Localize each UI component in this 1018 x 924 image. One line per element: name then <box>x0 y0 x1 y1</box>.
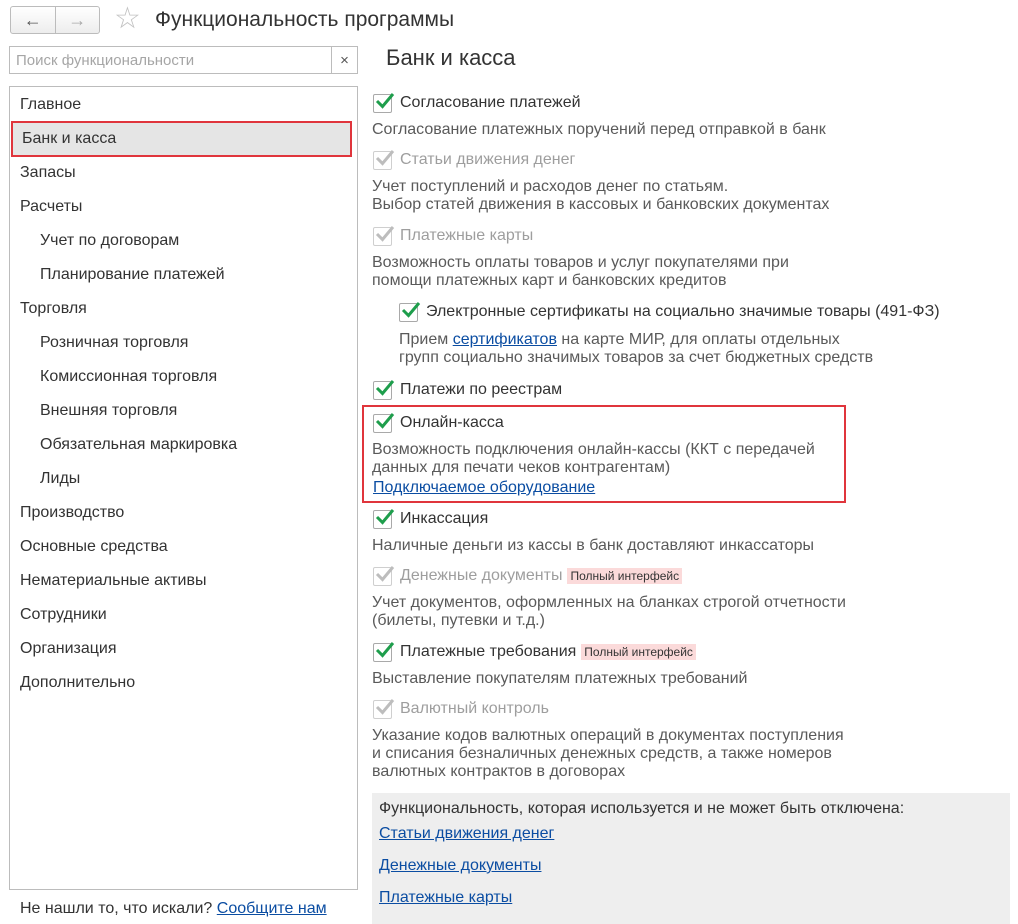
section-title: Банк и касса <box>386 45 516 70</box>
option-description: Учет документов, оформленных на бланках строгой отчетности (билеты, путевки и т.д.) <box>372 594 846 629</box>
favorite-star-icon[interactable]: ☆ <box>114 2 141 35</box>
checkbox-currency-control[interactable] <box>373 700 392 719</box>
sidebar-item-employees[interactable]: Сотрудники <box>20 606 107 623</box>
sidebar-item-trade[interactable]: Торговля <box>20 300 87 317</box>
option-collection <box>373 508 488 530</box>
connected-equipment-link[interactable]: Подключаемое оборудование <box>373 479 596 496</box>
option-label: Онлайн-касса <box>400 414 504 431</box>
info-link-cash-documents[interactable]: Денежные документы <box>379 857 542 874</box>
checkbox-payment-cards[interactable] <box>373 227 392 246</box>
option-label: Платежи по реестрам <box>400 381 563 398</box>
checkmark-icon <box>375 641 395 659</box>
option-currency-control <box>373 698 549 720</box>
option-description: Согласование платежных поручений перед отправкой в банк <box>372 121 826 138</box>
option-label: Инкассация <box>400 510 489 527</box>
option-payment-cards <box>373 225 533 247</box>
checkbox-online-cash-register[interactable] <box>373 414 392 433</box>
sidebar-item-bank-cash[interactable]: Банк и касса <box>11 121 352 157</box>
footer-text: Не нашли то, что искали? <box>20 900 213 917</box>
checkmark-icon <box>375 412 395 430</box>
option-description: Возможность подключения онлайн-кассы (ККТ с передачей данных для печати чеков контрагентам) <box>372 441 815 476</box>
checkmark-icon <box>375 698 395 716</box>
option-label: Статьи движения денег <box>400 151 576 168</box>
forward-button[interactable] <box>56 7 100 33</box>
option-cash-documents <box>373 565 682 587</box>
close-icon: × <box>340 51 349 69</box>
info-link-cash-flow-items[interactable]: Статьи движения денег <box>379 825 555 842</box>
sidebar-item-organization[interactable]: Организация <box>20 640 117 657</box>
full-interface-badge: Полный интерфейс <box>567 568 682 584</box>
checkmark-icon <box>375 225 395 243</box>
always-used-panel <box>372 793 1010 924</box>
feedback-footer <box>20 900 327 918</box>
clear-search-button[interactable] <box>331 47 357 73</box>
option-label: Платежные требования <box>400 643 577 660</box>
checkbox-payment-approval[interactable] <box>373 94 392 113</box>
sidebar-item-stock[interactable]: Запасы <box>20 164 76 181</box>
sidebar-item-contracts[interactable]: Учет по договорам <box>40 232 180 249</box>
arrow-left-icon: ← <box>23 9 42 30</box>
feedback-link[interactable]: Сообщите нам <box>216 900 327 917</box>
option-label: Согласование платежей <box>400 94 581 111</box>
option-label: Валютный контроль <box>400 700 549 717</box>
sidebar-item-retail[interactable]: Розничная торговля <box>40 334 189 351</box>
option-label: Денежные документы <box>400 567 563 584</box>
sidebar-item-payment-planning[interactable]: Планирование платежей <box>40 266 225 283</box>
search-input[interactable] <box>10 47 331 73</box>
option-cash-flow-items <box>373 149 575 171</box>
option-description: Возможность оплаты товаров и услуг покупателями при помощи платежных карт и банковских кредитов <box>372 254 789 289</box>
info-title: Функциональность, которая используется и не может быть отключена: <box>379 800 905 817</box>
checkbox-collection[interactable] <box>373 510 392 529</box>
option-registry-payments <box>373 379 562 401</box>
checkbox-cash-flow-items[interactable] <box>373 151 392 170</box>
checkmark-icon <box>375 508 395 526</box>
window-title: Функциональность программы <box>155 8 455 31</box>
back-button[interactable] <box>11 7 56 33</box>
sidebar-item-additional[interactable]: Дополнительно <box>20 674 136 691</box>
sidebar-item-foreign-trade[interactable]: Внешняя торговля <box>40 402 178 419</box>
sidebar-item-commission[interactable]: Комиссионная торговля <box>40 368 218 385</box>
sidebar <box>9 86 358 890</box>
sidebar-item-settlements[interactable]: Расчеты <box>20 198 83 215</box>
arrow-right-icon: → <box>68 9 87 30</box>
sidebar-item-fixed-assets[interactable]: Основные средства <box>20 538 168 555</box>
option-payment-approval <box>373 92 581 114</box>
sidebar-item-intangibles[interactable]: Нематериальные активы <box>20 572 207 589</box>
option-label: Платежные карты <box>400 227 534 244</box>
checkmark-icon <box>401 301 421 319</box>
checkbox-electronic-certificates[interactable] <box>399 303 418 322</box>
option-description: Указание кодов валютных операций в документах поступления и списания безналичных денежных средств, а также номеров валютных контрактов в договорах <box>372 727 844 780</box>
certificates-link[interactable]: сертификатов <box>452 331 557 348</box>
option-description: Учет поступлений и расходов денег по статьям. Выбор статей движения в кассовых и банковских документах <box>372 178 830 213</box>
option-label: Электронные сертификаты на социально значимые товары (491-ФЗ) <box>426 303 940 320</box>
checkmark-icon <box>375 92 395 110</box>
sidebar-item-marking[interactable]: Обязательная маркировка <box>40 436 238 453</box>
sidebar-item-main[interactable]: Главное <box>20 96 82 113</box>
history-nav <box>10 6 100 34</box>
checkbox-cash-documents[interactable] <box>373 567 392 586</box>
option-description: Наличные деньги из кассы в банк доставляют инкассаторы <box>372 537 815 554</box>
option-description: Прием сертификатов на карте МИР, для оплаты отдельных групп социально значимых товаров за счет бюджетных средств <box>399 331 874 366</box>
sidebar-item-production[interactable]: Производство <box>20 504 125 521</box>
checkbox-payment-requests[interactable] <box>373 643 392 662</box>
option-payment-requests <box>373 641 696 663</box>
info-link-payment-cards[interactable]: Платежные карты <box>379 889 513 906</box>
option-online-cash-register <box>373 412 504 434</box>
checkmark-icon <box>375 149 395 167</box>
checkbox-registry-payments[interactable] <box>373 381 392 400</box>
option-electronic-certificates <box>399 301 940 323</box>
checkmark-icon <box>375 379 395 397</box>
full-interface-badge: Полный интерфейс <box>581 644 696 660</box>
search-box <box>9 46 358 74</box>
option-description: Выставление покупателям платежных требований <box>372 670 748 687</box>
checkmark-icon <box>375 565 395 583</box>
sidebar-item-leads[interactable]: Лиды <box>40 470 81 487</box>
